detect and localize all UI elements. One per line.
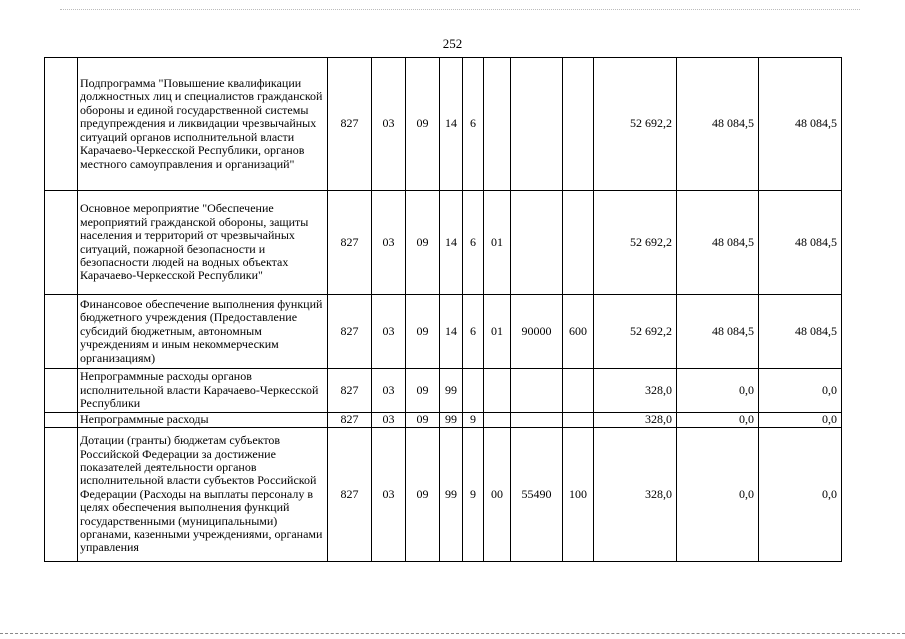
program-code-cell: 14	[440, 58, 463, 191]
section-code-cell: 03	[372, 295, 406, 369]
amount-year3-cell: 48 084,5	[759, 191, 842, 295]
expense-type-cell	[563, 369, 594, 413]
amount-year2-cell: 48 084,5	[677, 58, 759, 191]
direction-code-cell: 90000	[511, 295, 563, 369]
direction-code-cell	[511, 413, 563, 428]
expense-name-cell: Финансовое обеспечение выполнения функций бюджетного учреждения (Предоставление субсидий бюджетным, автономным учреждениям и иным некоммерческим организациям)	[78, 295, 328, 369]
table-row	[45, 428, 842, 562]
expense-name-cell: Непрограммные расходы	[78, 413, 328, 428]
scan-bottom-edge	[0, 633, 905, 634]
table-row	[45, 295, 842, 369]
amount-year2-cell: 0,0	[677, 428, 759, 562]
subprogram-code-cell: 9	[463, 413, 484, 428]
section-code-cell: 03	[372, 428, 406, 562]
section-code-cell: 03	[372, 191, 406, 295]
amount-year3-cell: 48 084,5	[759, 58, 842, 191]
amount-year1-cell: 52 692,2	[594, 295, 677, 369]
event-code-cell	[484, 369, 511, 413]
expense-type-cell: 600	[563, 295, 594, 369]
section-code-cell: 03	[372, 369, 406, 413]
subsection-code-cell: 09	[406, 295, 440, 369]
expense-name-cell: Дотации (гранты) бюджетам субъектов Российской Федерации за достижение показателей деятельности органов исполнительной власти субъектов Российской Федерации (Расходы на выплаты персоналу в целях обеспечения выполнения функций государственными (муниципальными) органами, казенными учреждениями, органами управления	[78, 428, 328, 562]
subprogram-code-cell	[463, 369, 484, 413]
direction-code-cell	[511, 191, 563, 295]
subprogram-code-cell: 9	[463, 428, 484, 562]
grbs-code-cell: 827	[328, 58, 372, 191]
amount-year1-cell: 52 692,2	[594, 191, 677, 295]
budget-table	[44, 57, 842, 562]
event-code-cell	[484, 413, 511, 428]
amount-year3-cell: 0,0	[759, 428, 842, 562]
expense-name-cell: Подпрограмма "Повышение квалификации должностных лиц и специалистов гражданской обороны и единой государственной системы предупреждения и ликвидации чрезвычайных ситуаций органов исполнительной власти Карачаево-Черкесской Республики, органов местного самоуправления и организаций"	[78, 58, 328, 191]
grbs-code-cell: 827	[328, 191, 372, 295]
row-index-cell	[45, 295, 78, 369]
expense-type-cell	[563, 58, 594, 191]
subsection-code-cell: 09	[406, 369, 440, 413]
row-index-cell	[45, 413, 78, 428]
event-code-cell: 00	[484, 428, 511, 562]
expense-type-cell: 100	[563, 428, 594, 562]
amount-year2-cell: 0,0	[677, 369, 759, 413]
table-row	[45, 413, 842, 428]
amount-year2-cell: 48 084,5	[677, 191, 759, 295]
amount-year3-cell: 0,0	[759, 369, 842, 413]
subprogram-code-cell: 6	[463, 295, 484, 369]
amount-year1-cell: 328,0	[594, 413, 677, 428]
subsection-code-cell: 09	[406, 58, 440, 191]
section-code-cell: 03	[372, 413, 406, 428]
amount-year1-cell: 328,0	[594, 428, 677, 562]
event-code-cell: 01	[484, 295, 511, 369]
grbs-code-cell: 827	[328, 369, 372, 413]
table-row	[45, 191, 842, 295]
expense-type-cell	[563, 413, 594, 428]
expense-name-cell: Непрограммные расходы органов исполнительной власти Карачаево-Черкесской Республики	[78, 369, 328, 413]
scan-top-edge	[60, 9, 860, 10]
subprogram-code-cell: 6	[463, 191, 484, 295]
program-code-cell: 14	[440, 191, 463, 295]
amount-year2-cell: 0,0	[677, 413, 759, 428]
direction-code-cell: 55490	[511, 428, 563, 562]
program-code-cell: 99	[440, 413, 463, 428]
grbs-code-cell: 827	[328, 295, 372, 369]
amount-year3-cell: 48 084,5	[759, 295, 842, 369]
program-code-cell: 14	[440, 295, 463, 369]
subsection-code-cell: 09	[406, 191, 440, 295]
section-code-cell: 03	[372, 58, 406, 191]
expense-type-cell	[563, 191, 594, 295]
row-index-cell	[45, 428, 78, 562]
subsection-code-cell: 09	[406, 413, 440, 428]
amount-year2-cell: 48 084,5	[677, 295, 759, 369]
event-code-cell	[484, 58, 511, 191]
grbs-code-cell: 827	[328, 428, 372, 562]
amount-year1-cell: 52 692,2	[594, 58, 677, 191]
program-code-cell: 99	[440, 369, 463, 413]
table-row	[45, 58, 842, 191]
grbs-code-cell: 827	[328, 413, 372, 428]
subprogram-code-cell: 6	[463, 58, 484, 191]
subsection-code-cell: 09	[406, 428, 440, 562]
direction-code-cell	[511, 58, 563, 191]
amount-year1-cell: 328,0	[594, 369, 677, 413]
direction-code-cell	[511, 369, 563, 413]
amount-year3-cell: 0,0	[759, 413, 842, 428]
row-index-cell	[45, 58, 78, 191]
table-row	[45, 369, 842, 413]
row-index-cell	[45, 369, 78, 413]
program-code-cell: 99	[440, 428, 463, 562]
page-number: 252	[442, 36, 463, 51]
row-index-cell	[45, 191, 78, 295]
expense-name-cell: Основное мероприятие "Обеспечение мероприятий гражданской обороны, защиты населения и территорий от чрезвычайных ситуаций, пожарной безопасности и безопасности людей на водных объектах Карачаево-Черкесской Республики"	[78, 191, 328, 295]
event-code-cell: 01	[484, 191, 511, 295]
